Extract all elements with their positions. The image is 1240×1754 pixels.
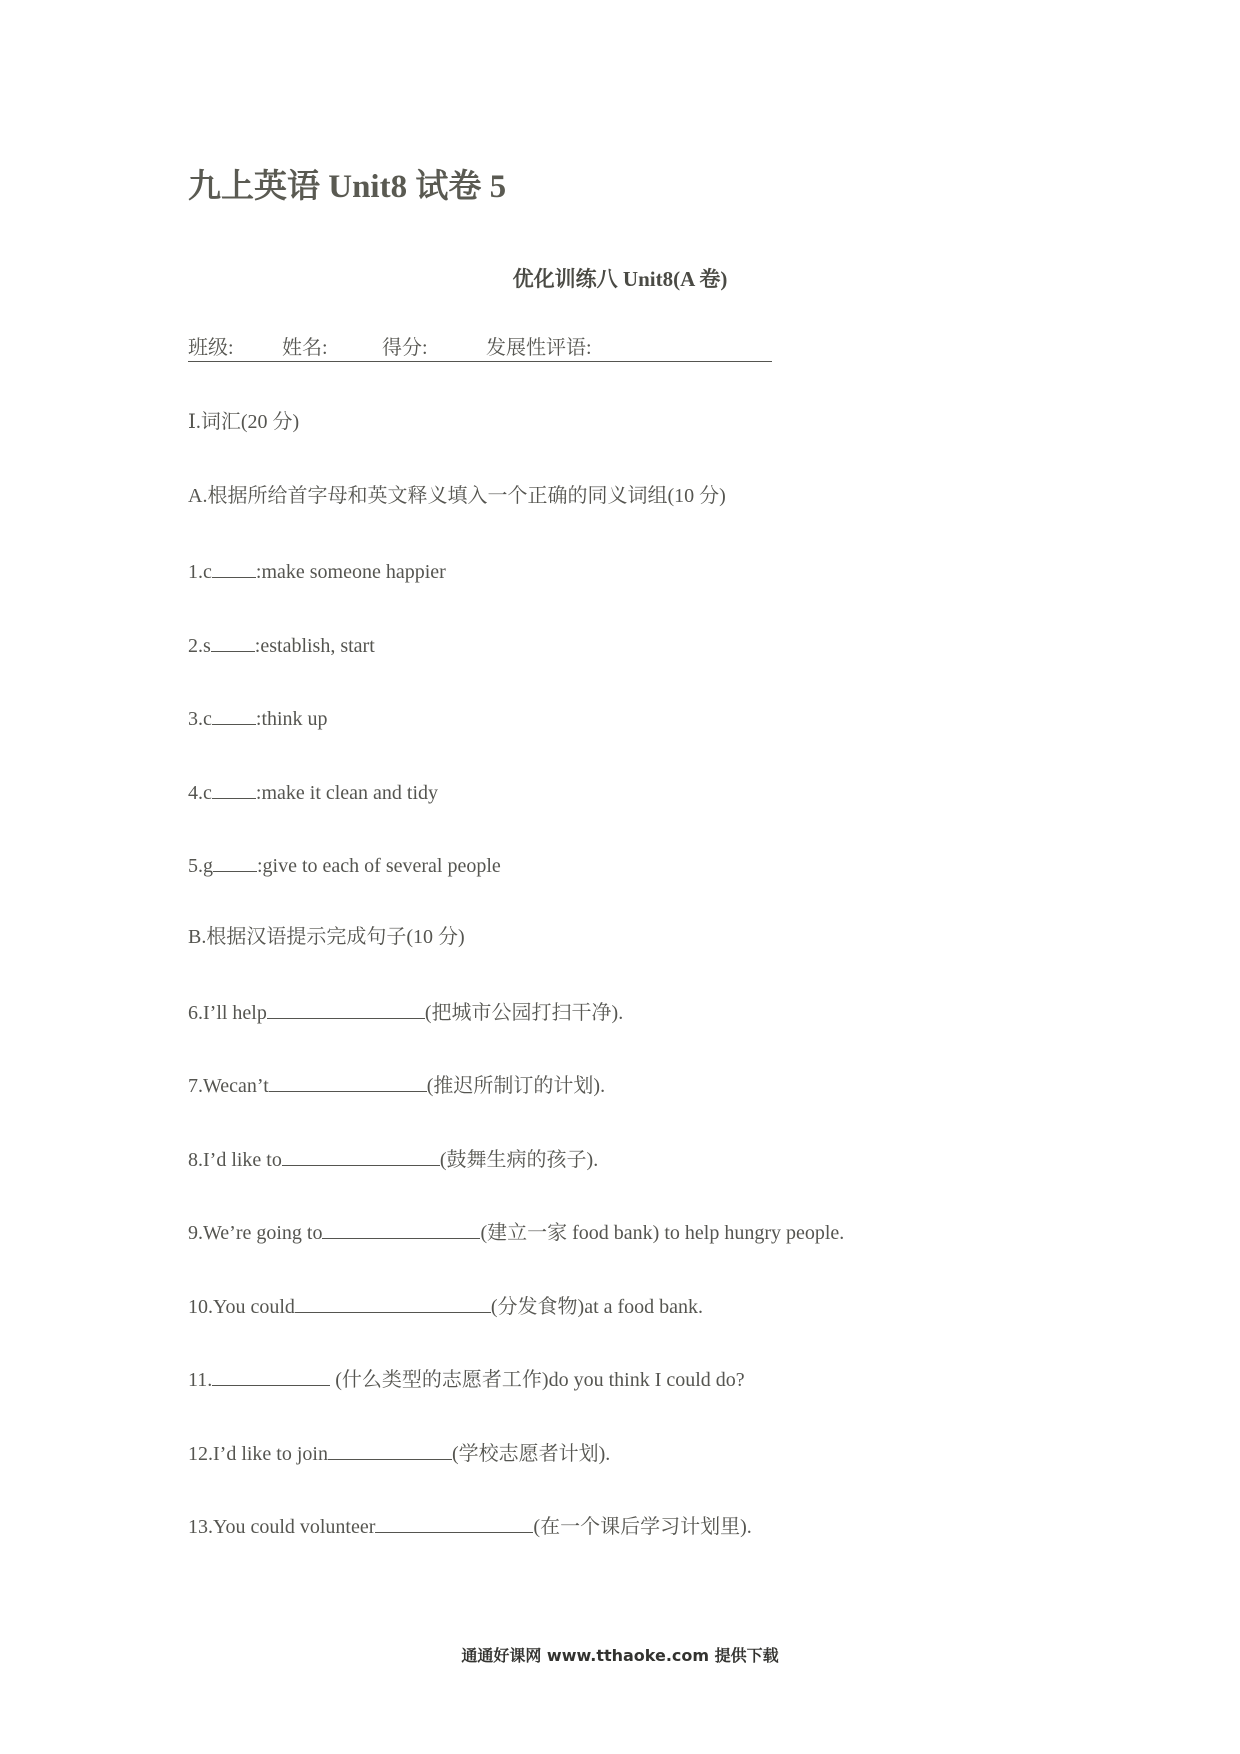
question-item — [188, 633, 375, 656]
answer-blank[interactable] — [375, 1514, 533, 1533]
question-prefix: 3.c — [188, 708, 212, 730]
question-prefix: 2.s — [188, 635, 211, 657]
question-prefix: 1.c — [188, 561, 212, 583]
question-prefix: 9.We’re going to — [188, 1222, 323, 1244]
answer-blank[interactable] — [269, 1073, 427, 1092]
score-label: 得分: — [382, 337, 428, 359]
answer-blank[interactable] — [211, 633, 255, 652]
question-item — [188, 559, 446, 582]
answer-blank[interactable] — [267, 1000, 425, 1019]
question-item — [188, 1000, 623, 1023]
section-vocabulary-heading: Ⅰ.词汇(20 分) — [188, 411, 300, 433]
question-item — [188, 853, 501, 876]
comment-label: 发展性评语: — [486, 337, 592, 359]
answer-blank[interactable] — [295, 1294, 491, 1313]
question-text: (分发食物)at a food bank. — [490, 1296, 704, 1318]
question-text: (鼓舞生病的孩子). — [439, 1149, 599, 1171]
part-b-instructions: B.根据汉语提示完成句子(10 分) — [188, 926, 465, 948]
question-text: (推迟所制订的计划). — [426, 1075, 606, 1097]
document-subtitle: 优化训练八 Unit8(A 卷) — [512, 267, 728, 291]
question-prefix: 5.g — [188, 855, 213, 877]
question-item — [188, 1514, 752, 1537]
answer-blank[interactable] — [212, 559, 256, 578]
question-text: :make someone happier — [255, 561, 446, 583]
question-prefix: 4.c — [188, 782, 212, 804]
question-text: :think up — [255, 708, 328, 730]
student-info-row — [188, 338, 772, 362]
question-item — [188, 780, 438, 803]
part-a-instructions: A.根据所给首字母和英文释义填入一个正确的同义词组(10 分) — [188, 485, 726, 507]
answer-blank[interactable] — [212, 706, 256, 725]
question-prefix: 6.I’ll help — [188, 1002, 267, 1024]
answer-blank[interactable] — [322, 1220, 480, 1239]
question-prefix: 10.You could — [188, 1296, 295, 1318]
question-text: :give to each of several people — [257, 855, 501, 877]
class-label: 班级: — [188, 337, 234, 359]
question-item — [188, 1220, 844, 1243]
question-prefix: 8.I’d like to — [188, 1149, 282, 1171]
question-item — [188, 1441, 610, 1464]
question-text: (建立一家 food bank) to help hungry people. — [480, 1222, 845, 1244]
answer-blank[interactable] — [328, 1441, 452, 1460]
question-text: :make it clean and tidy — [255, 782, 439, 804]
answer-blank[interactable] — [212, 780, 256, 799]
answer-blank[interactable] — [213, 853, 257, 872]
question-text: (学校志愿者计划). — [451, 1443, 611, 1465]
question-item — [188, 1073, 605, 1096]
question-prefix: 13.You could volunteer — [188, 1516, 376, 1538]
question-item — [188, 1294, 703, 1317]
page-footer: 通通好课网 www.tthaoke.com 提供下载 — [461, 1646, 779, 1665]
name-label: 姓名: — [282, 337, 328, 359]
question-item — [188, 1147, 598, 1170]
question-item — [188, 1367, 745, 1390]
answer-blank[interactable] — [282, 1147, 440, 1166]
question-text: (在一个课后学习计划里). — [533, 1516, 752, 1538]
answer-blank[interactable] — [212, 1367, 330, 1386]
question-prefix: 12.I’d like to join — [188, 1443, 328, 1465]
question-text: (什么类型的志愿者工作)do you think I could do? — [330, 1369, 745, 1391]
question-text: (把城市公园打扫干净). — [424, 1002, 624, 1024]
document-title: 九上英语 Unit8 试卷 5 — [188, 169, 507, 205]
question-prefix: 7.Wecan’t — [188, 1075, 269, 1097]
question-item — [188, 706, 328, 729]
question-prefix: 11. — [188, 1369, 213, 1391]
question-text: :establish, start — [254, 635, 375, 657]
